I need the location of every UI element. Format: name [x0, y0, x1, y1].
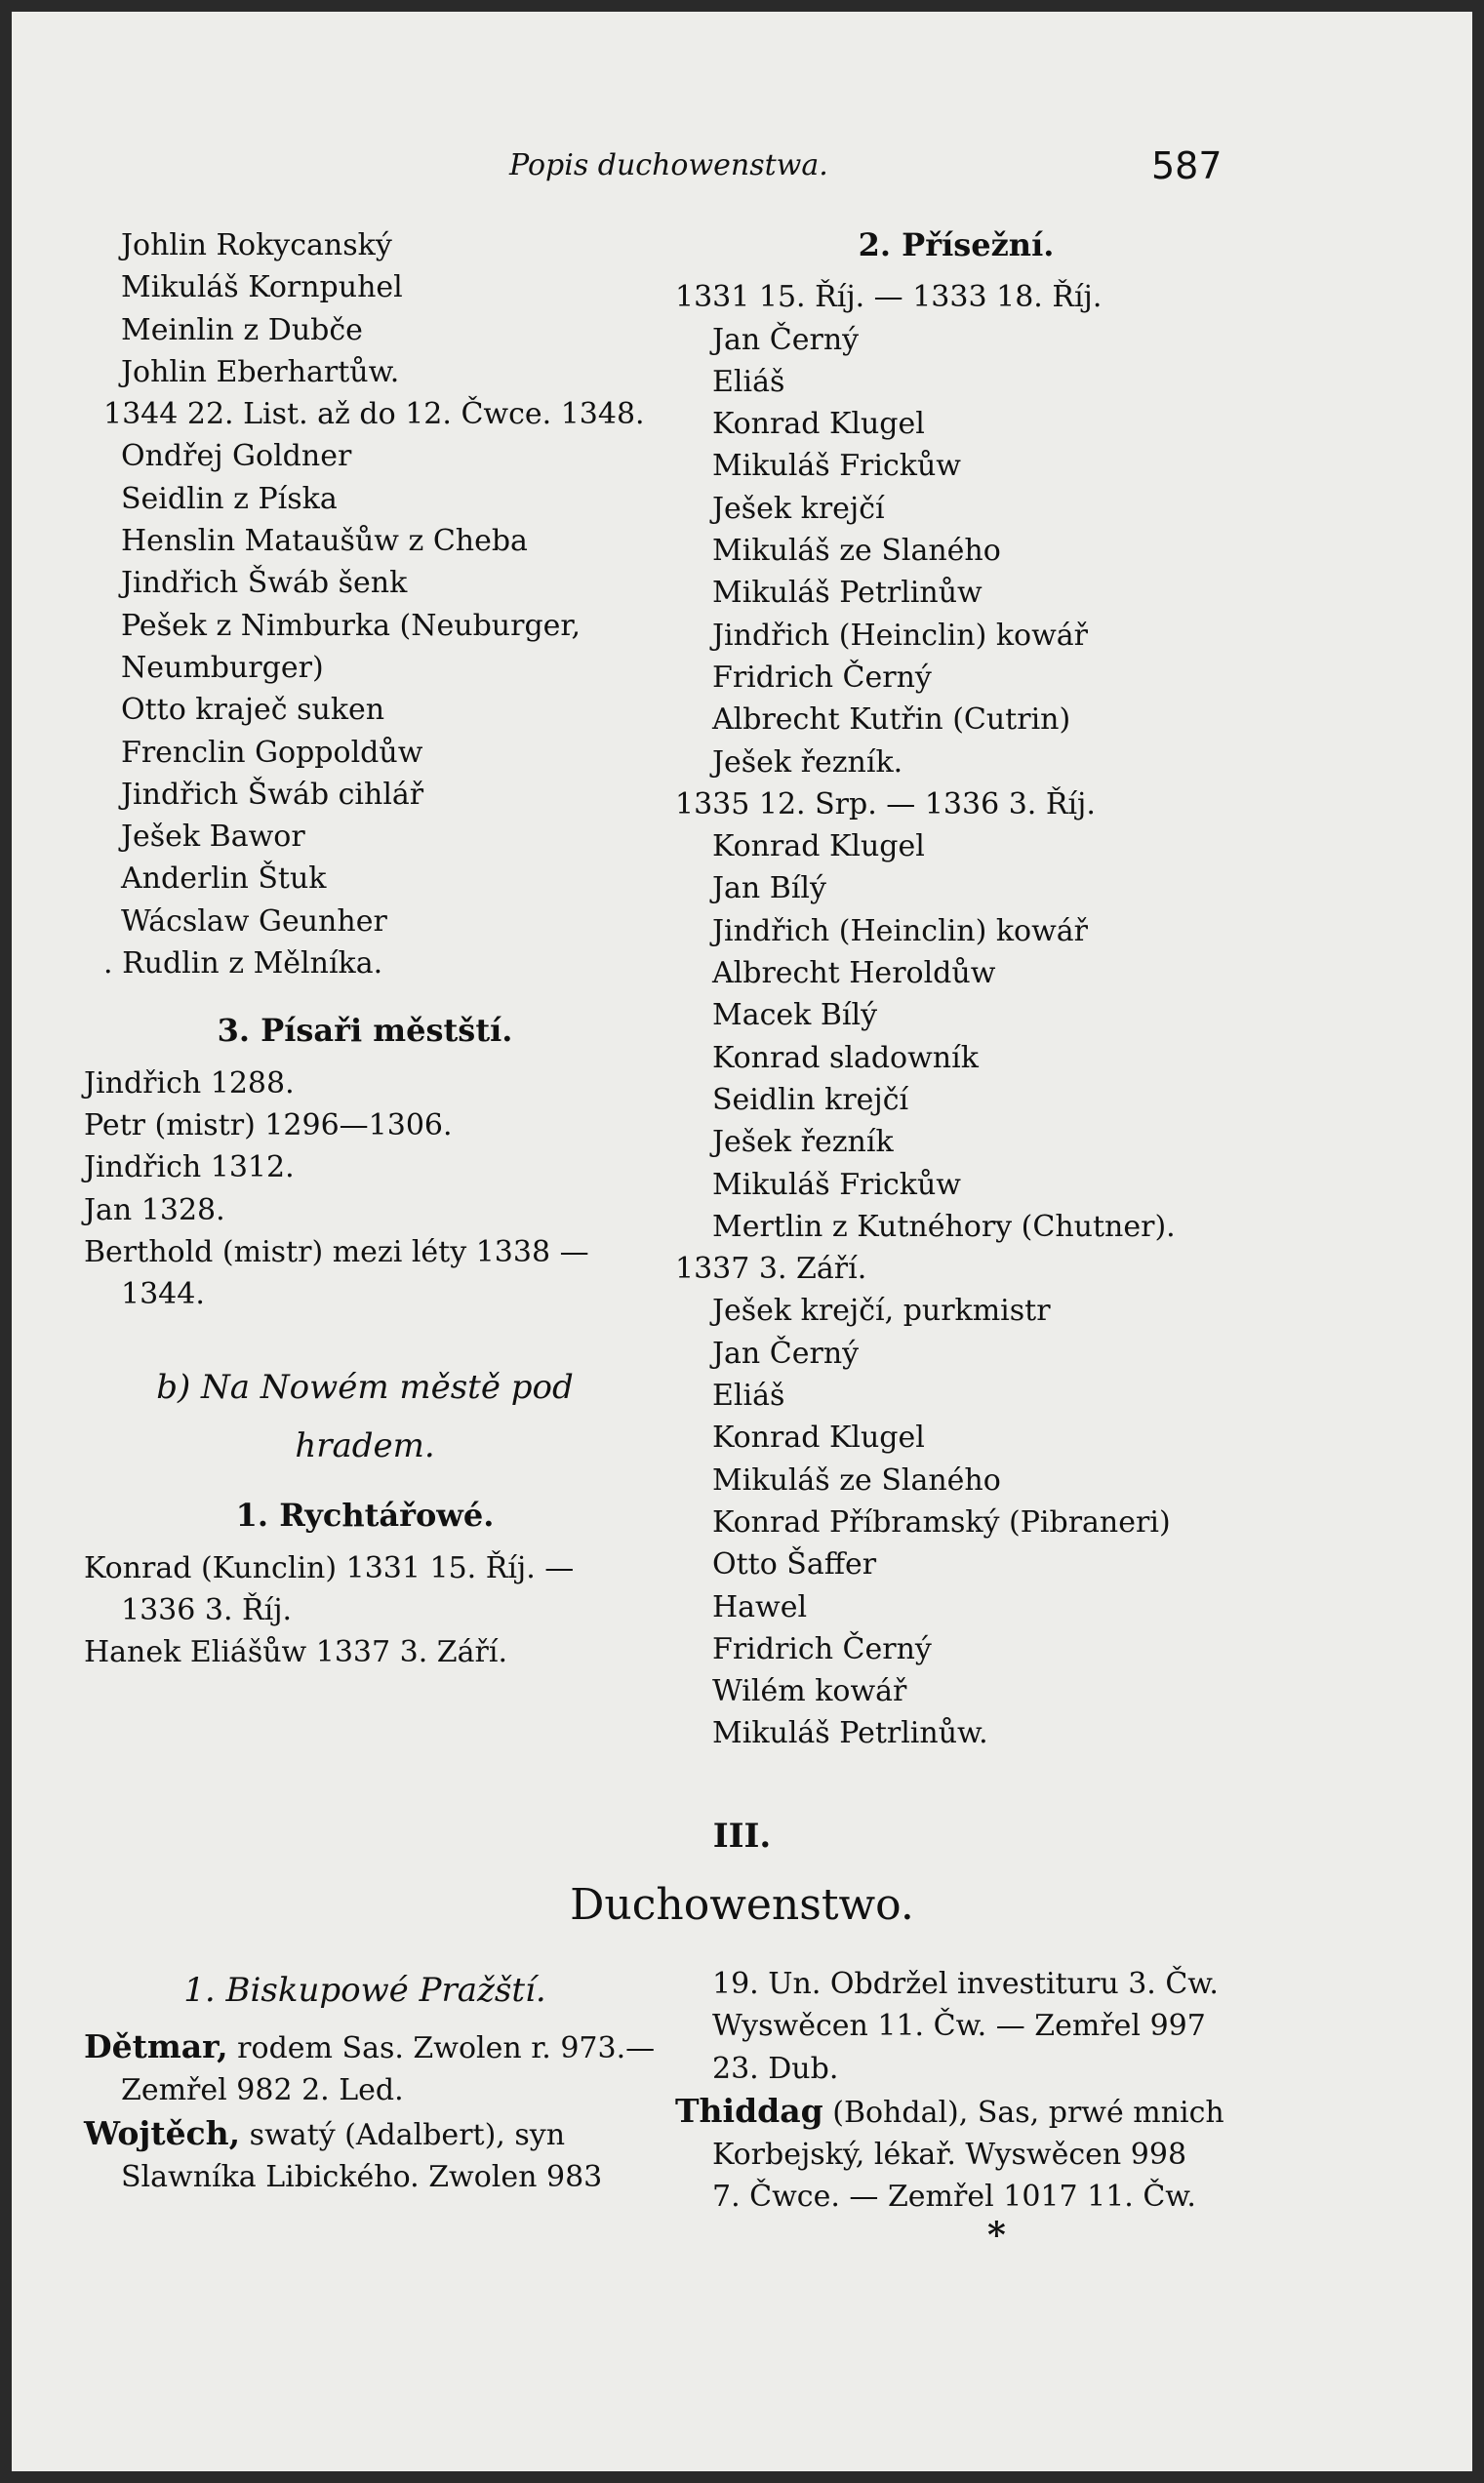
list-item: Fridrich Černý: [712, 660, 932, 695]
list-item: Berthold (mistr) mezi léty 1338 —: [84, 1234, 589, 1269]
list-item: Hanek Eliášůw 1337 3. Září.: [84, 1635, 507, 1670]
list-item: Jan Černý: [712, 322, 860, 357]
section-number: III.: [712, 1817, 772, 1856]
list-item: Pešek z Nimburka (Neuburger,: [121, 608, 581, 643]
entry-detmar: [82, 2025, 656, 2069]
text-line: 19. Un. Obdržel investituru 3. Čw.: [712, 1967, 1219, 2001]
list-item: Konrad sladowník: [712, 1040, 979, 1075]
list-item: Macek Bílý: [712, 998, 878, 1033]
list-item: Jindřich (Heinclin) kowář: [712, 913, 1088, 948]
list-item: Albrecht Heroldůw: [712, 956, 996, 991]
list-item: Petr (mistr) 1296—1306.: [84, 1107, 453, 1142]
list-item: . Rudlin z Mělníka.: [103, 946, 383, 981]
list-item: Ješek Bawor: [121, 820, 305, 855]
list-item: Jindřich Šwáb cihlář: [121, 777, 424, 812]
book-page: [12, 12, 1472, 2471]
list-item: Konrad Klugel: [712, 829, 925, 864]
list-item: Johlin Eberhartůw.: [121, 354, 400, 389]
section-title: Duchowenstwo.: [570, 1880, 914, 1930]
list-item: 1344.: [121, 1277, 205, 1312]
signature-mark: *: [987, 2215, 1006, 2256]
entry-text: rodem Sas. Zwolen r. 973.—: [227, 2031, 656, 2065]
list-item: Ješek krejčí, purkmistr: [712, 1294, 1051, 1329]
list-item: Mertlin z Kutnéhory (Chutner).: [712, 1209, 1176, 1244]
entry-wojtech: [82, 2112, 648, 2156]
list-item: Eliáš: [712, 364, 785, 399]
subsection-heading-biskupove: 1. Biskupowé Pražští.: [183, 1971, 546, 2010]
date-line: 1337 3. Září.: [675, 1252, 867, 1287]
list-item: Konrad Klugel: [712, 1421, 925, 1456]
date-line: 1335 12. Srp. — 1336 3. Říj.: [675, 786, 1096, 821]
page-number: 587: [1151, 144, 1223, 187]
list-item: Konrad Klugel: [712, 407, 925, 442]
entry-name: Wojtěch,: [84, 2113, 241, 2152]
list-item: Neumburger): [121, 650, 324, 685]
left-column: [82, 224, 648, 1674]
entry-text: (Bohdal), Sas, prwé mnich: [822, 2095, 1224, 2130]
list-item: Seidlin krejčí: [712, 1082, 909, 1117]
list-item: Ješek krejčí: [712, 491, 885, 526]
list-item: Jindřich Šwáb šenk: [121, 566, 408, 601]
entry-continuation: Slawníka Libického. Zwolen 983: [121, 2159, 603, 2194]
list-item: Seidlin z Píska: [121, 481, 338, 516]
list-item: Henslin Mataušůw z Cheba: [121, 524, 528, 559]
list-item: Ješek řezník: [712, 1125, 894, 1160]
list-item: Jan 1328.: [84, 1192, 225, 1227]
list-item: Otto Šaffer: [712, 1547, 877, 1582]
list-item: Ondřej Goldner: [121, 439, 352, 474]
entry-name: Dětmar,: [84, 2027, 228, 2065]
list-item: Mikuláš Petrlinůw: [712, 576, 983, 611]
text-line: Korbejský, lékař. Wyswěcen 998: [712, 2138, 1187, 2173]
list-item: Jindřich 1312.: [84, 1150, 295, 1185]
list-item: Jindřich (Heinclin) kowář: [712, 618, 1088, 653]
list-item: Eliáš: [712, 1379, 785, 1414]
list-item: Jan Bílý: [712, 871, 826, 906]
list-item: 1336 3. Říj.: [121, 1593, 293, 1628]
text-line: 7. Čwce. — Zemřel 1017 11. Čw.: [712, 2180, 1196, 2215]
list-item: Mikuláš Kornpuhel: [121, 270, 403, 305]
running-head: Popis duchowenstwa.: [509, 148, 828, 182]
list-item: Wácslaw Geunher: [121, 903, 387, 939]
text-line: Wyswěcen 11. Čw. — Zemřel 997: [712, 2009, 1206, 2044]
bottom-left-column: [82, 1963, 656, 2198]
right-column: [673, 224, 1239, 1755]
list-item: Mikuláš Frickůw: [712, 1167, 961, 1202]
subheading-line: hradem.: [295, 1426, 435, 1466]
list-item: Wilém kowář: [712, 1674, 907, 1709]
list-item: Frenclin Goppoldůw: [121, 735, 423, 770]
date-line: 1331 15. Říj. — 1333 18. Říj.: [675, 280, 1103, 315]
list-item: Hawel: [712, 1589, 808, 1624]
list-item: Mikuláš ze Slaného: [712, 1462, 1001, 1498]
entry-name: Thiddag: [675, 2091, 823, 2130]
section-heading-rychtari: 1. Rychtářowé.: [235, 1497, 495, 1535]
list-item: Johlin Rokycanský: [121, 228, 392, 262]
list-item: Ješek řezník.: [712, 744, 903, 780]
entry-text: swatý (Adalbert), syn: [240, 2117, 566, 2152]
list-item: Meinlin z Dubče: [121, 312, 363, 347]
list-item: Albrecht Kutřin (Cutrin): [712, 702, 1071, 738]
section-heading-prisezni: 2. Přísežní.: [858, 226, 1055, 263]
list-item: Anderlin Štuk: [121, 861, 327, 897]
text-line: 23. Dub.: [712, 2051, 839, 2086]
section-heading-pisari: 3. Písaři městští.: [217, 1012, 513, 1050]
list-item: Jindřich 1288.: [84, 1065, 295, 1101]
bottom-right-column: [673, 1963, 1239, 2219]
list-item: Otto kraječ suken: [121, 693, 385, 728]
page-header: [12, 144, 1472, 197]
list-item: Jan Černý: [712, 1336, 860, 1371]
list-item: Konrad (Kunclin) 1331 15. Říj. —: [84, 1550, 575, 1585]
subheading-nove-mesto: [82, 1358, 648, 1475]
list-item: Mikuláš ze Slaného: [712, 534, 1001, 569]
date-line: 1344 22. List. až do 12. Čwce. 1348.: [103, 397, 645, 432]
list-item: Mikuláš Petrlinůw.: [712, 1716, 988, 1751]
list-item: Fridrich Černý: [712, 1631, 932, 1666]
subheading-line: b) Na Nowém městě pod: [156, 1368, 574, 1408]
entry-thiddag: [673, 2090, 1239, 2134]
entry-continuation: Zemřel 982 2. Led.: [121, 2073, 404, 2108]
list-item: Konrad Příbramský (Pibraneri): [712, 1504, 1171, 1540]
list-item: Mikuláš Frickůw: [712, 449, 961, 484]
